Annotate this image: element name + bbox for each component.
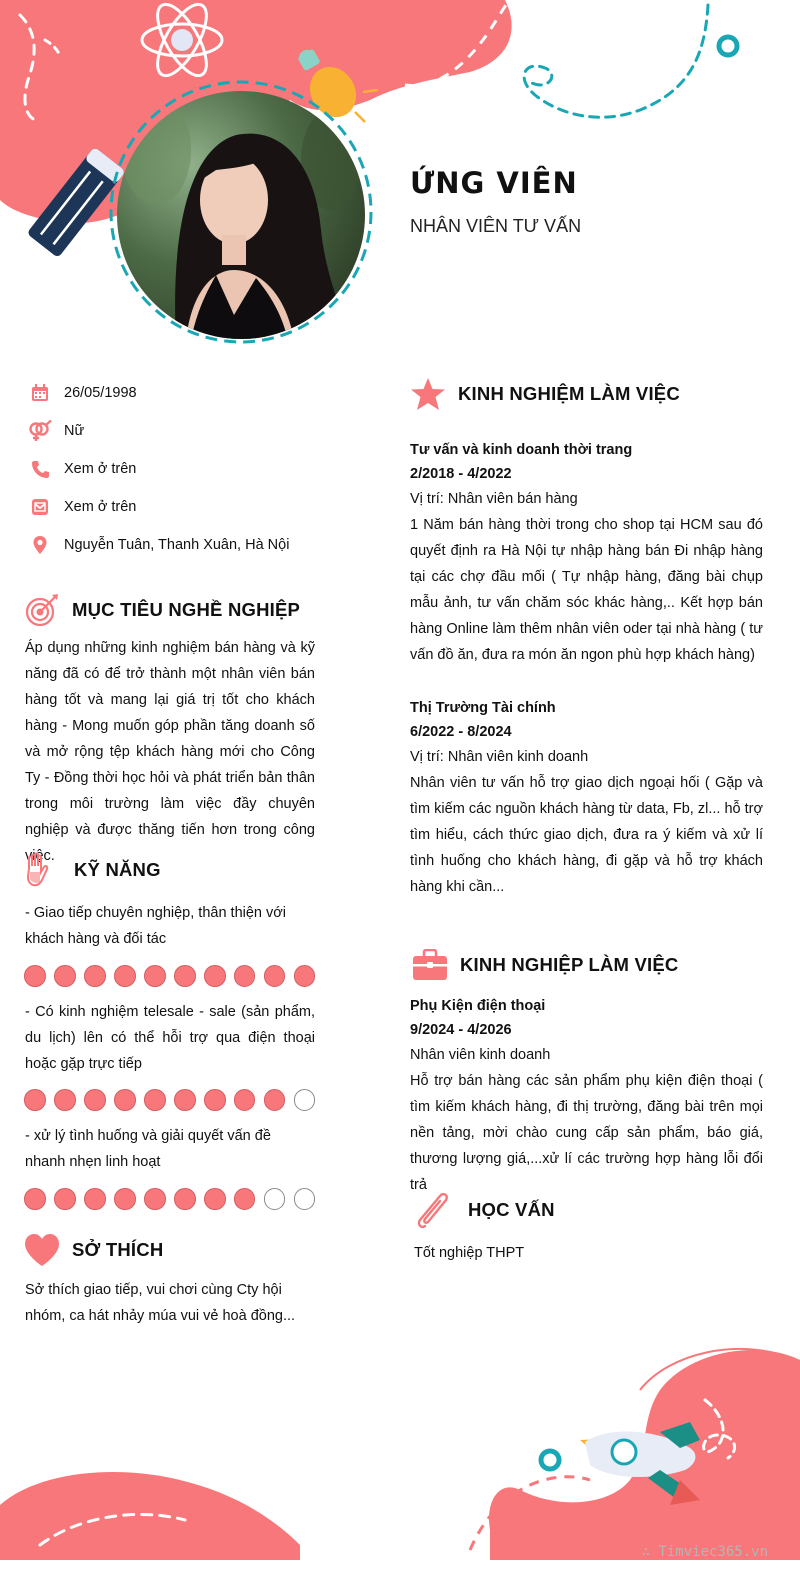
contact-address xyxy=(28,533,358,557)
job-description: Hỗ trợ bán hàng các sản phẩm phụ kiện điện thoại ( tìm kiếm khách hàng, đi thị trường, đăng bài trên mọi nền tảng, mời chào cung cấp sản phẩm, báo giá, thương lượng giá,...xử lí các trường hợp hàng lỗi đổi trả xyxy=(410,1073,763,1193)
objective-heading xyxy=(22,590,300,630)
job-company: Thị Trường Tài chính xyxy=(410,700,556,716)
experience2-title: KINH NGHIỆP LÀM VIỆC xyxy=(460,954,679,975)
rating-dot-filled xyxy=(84,1089,106,1111)
skill-rating xyxy=(24,1188,315,1210)
rating-dot-filled xyxy=(144,1188,166,1210)
rating-dot-filled xyxy=(84,1188,106,1210)
contact-phone xyxy=(28,457,358,481)
job-company: Tư vấn và kinh doanh thời trang xyxy=(410,442,633,458)
rating-dot-filled xyxy=(54,1188,76,1210)
hobbies-heading xyxy=(22,1230,163,1270)
contact-email xyxy=(28,495,358,519)
education-heading xyxy=(412,1190,555,1230)
rating-dot-filled xyxy=(294,965,316,987)
rating-dot-filled xyxy=(204,1188,226,1210)
rating-dot-empty xyxy=(294,1089,316,1111)
gender-icon xyxy=(28,419,52,443)
rating-dot-filled xyxy=(24,1188,46,1210)
email-icon xyxy=(28,495,52,519)
rating-dot-filled xyxy=(264,965,286,987)
rating-dot-filled xyxy=(54,965,76,987)
experience2-heading xyxy=(410,945,678,985)
rating-dot-filled xyxy=(234,965,256,987)
hobbies-text: Sở thích giao tiếp, vui chơi cùng Cty hội nhóm, ca hát nhảy múa vui vẻ hoà đồng... xyxy=(25,1282,296,1324)
rating-dot-filled xyxy=(24,1089,46,1111)
rating-dot-filled xyxy=(144,1089,166,1111)
rating-dot-filled xyxy=(174,965,196,987)
job-position: Vị trí: Nhân viên kinh doanh xyxy=(410,749,589,765)
objective-text: Áp dụng những kinh nghiệm bán hàng và kỹ năng đã có để trở thành một nhân viên bán hàng tốt và mang lại giá trị tốt cho khách hàng - Mong muốn góp phần tăng doanh số và mở rộng tệp khách hàng mới cho Công Ty - Đồng thời học hỏi và phát triển bản thân trong môi trường làm việc đầy chuyên nghiệp và được thăng tiến hơn trong công việc. xyxy=(25,640,315,864)
rating-dot-filled xyxy=(144,965,166,987)
gender-value: Nữ xyxy=(64,423,85,439)
rating-dot-filled xyxy=(174,1089,196,1111)
watermark: ∴ Timviec365.vn xyxy=(641,1544,768,1560)
location-icon xyxy=(28,533,52,557)
paperclip-icon xyxy=(412,1190,452,1230)
rating-dot-filled xyxy=(174,1188,196,1210)
email-value: Xem ở trên xyxy=(64,499,137,515)
address-value: Nguyễn Tuân, Thanh Xuân, Hà Nội xyxy=(64,537,290,553)
objective-title: MỤC TIÊU NGHỀ NGHIỆP xyxy=(72,599,301,620)
rating-dot-empty xyxy=(294,1188,316,1210)
skill-rating xyxy=(24,1089,315,1111)
rating-dot-filled xyxy=(114,965,136,987)
phone-icon xyxy=(28,457,52,481)
target-icon xyxy=(22,590,62,630)
skills-heading xyxy=(18,850,161,890)
skill-text: - xử lý tình huống và giải quyết vấn đề nhanh nhẹn linh hoạt xyxy=(25,1128,271,1170)
job-position: Nhân viên kinh doanh xyxy=(410,1047,551,1063)
rating-dot-filled xyxy=(264,1089,286,1111)
candidate-name: ỨNG VIÊN xyxy=(410,166,578,200)
job-description: Nhân viên tư vấn hỗ trợ giao dịch ngoại hối ( Gặp và tìm kiếm các nguồn khách hàng từ data, Fb, zl... hỗ trợ tìm hiểu, cách thức giao dịch, đưa ra ý kiếm và xử lí tình huống cho khách hàng, đi gặp và hỗ trợ khách hàng khi cần... xyxy=(410,775,763,895)
rating-dot-filled xyxy=(54,1089,76,1111)
job-period: 2/2018 - 4/2022 xyxy=(410,466,512,482)
heart-icon xyxy=(22,1230,62,1270)
skills-title: KỸ NĂNG xyxy=(74,859,161,880)
rating-dot-filled xyxy=(204,1089,226,1111)
contact-gender xyxy=(28,419,358,443)
rating-dot-filled xyxy=(204,965,226,987)
rating-dot-filled xyxy=(114,1188,136,1210)
briefcase-icon xyxy=(410,945,450,985)
skill-text: - Giao tiếp chuyên nghiệp, thân thiện với khách hàng và đối tác xyxy=(25,905,287,947)
birthday-value: 26/05/1998 xyxy=(64,385,137,401)
rating-dot-filled xyxy=(114,1089,136,1111)
skill-text: - Có kinh nghiệm telesale - sale (sản phẩm, du lịch) lên có thể hỗi trợ qua điện thoại hoặc gặp trực tiếp xyxy=(25,1004,315,1072)
hobbies-title: SỞ THÍCH xyxy=(72,1239,164,1260)
phone-value: Xem ở trên xyxy=(64,461,137,477)
job-period: 9/2024 - 4/2026 xyxy=(410,1022,512,1038)
job-period: 6/2022 - 8/2024 xyxy=(410,724,512,740)
education-text: Tốt nghiệp THPT xyxy=(414,1245,525,1261)
rating-dot-filled xyxy=(234,1188,256,1210)
star-icon xyxy=(408,374,448,414)
experience-heading xyxy=(408,374,680,414)
avatar xyxy=(116,90,366,340)
education-title: HỌC VẤN xyxy=(468,1199,555,1220)
rating-dot-empty xyxy=(264,1188,286,1210)
hand-icon xyxy=(18,850,58,890)
rating-dot-filled xyxy=(84,965,106,987)
rating-dot-filled xyxy=(24,965,46,987)
job-company: Phụ Kiện điện thoại xyxy=(410,998,546,1014)
footer-decoration xyxy=(0,1330,800,1560)
job-position: Vị trí: Nhân viên bán hàng xyxy=(410,491,578,507)
rating-dot-filled xyxy=(234,1089,256,1111)
candidate-role: NHÂN VIÊN TƯ VẤN xyxy=(410,216,582,236)
experience-title: KINH NGHIỆM LÀM VIỆC xyxy=(458,383,680,404)
calendar-icon xyxy=(28,381,52,405)
job-description: 1 Năm bán hàng thời trong cho shop tại HCM sau đó quyết định ra Hà Nội tự nhập hàng bán Đi nhập hàng tại các chợ đầu mối ( Tự nhập hàng, đăng bài chụp mẫu ảnh, tư vấn chăm sóc khác hàng,.. Kết hợp bán hàng Online làm thêm nhân viên oder tại nhà hàng ( tư vấn đồ ăn, đưa ra món ăn ngon phù hợp khách hàng) xyxy=(410,517,763,663)
skill-rating xyxy=(24,965,315,987)
ring-icon xyxy=(719,37,737,55)
contact-birthday xyxy=(28,381,358,405)
